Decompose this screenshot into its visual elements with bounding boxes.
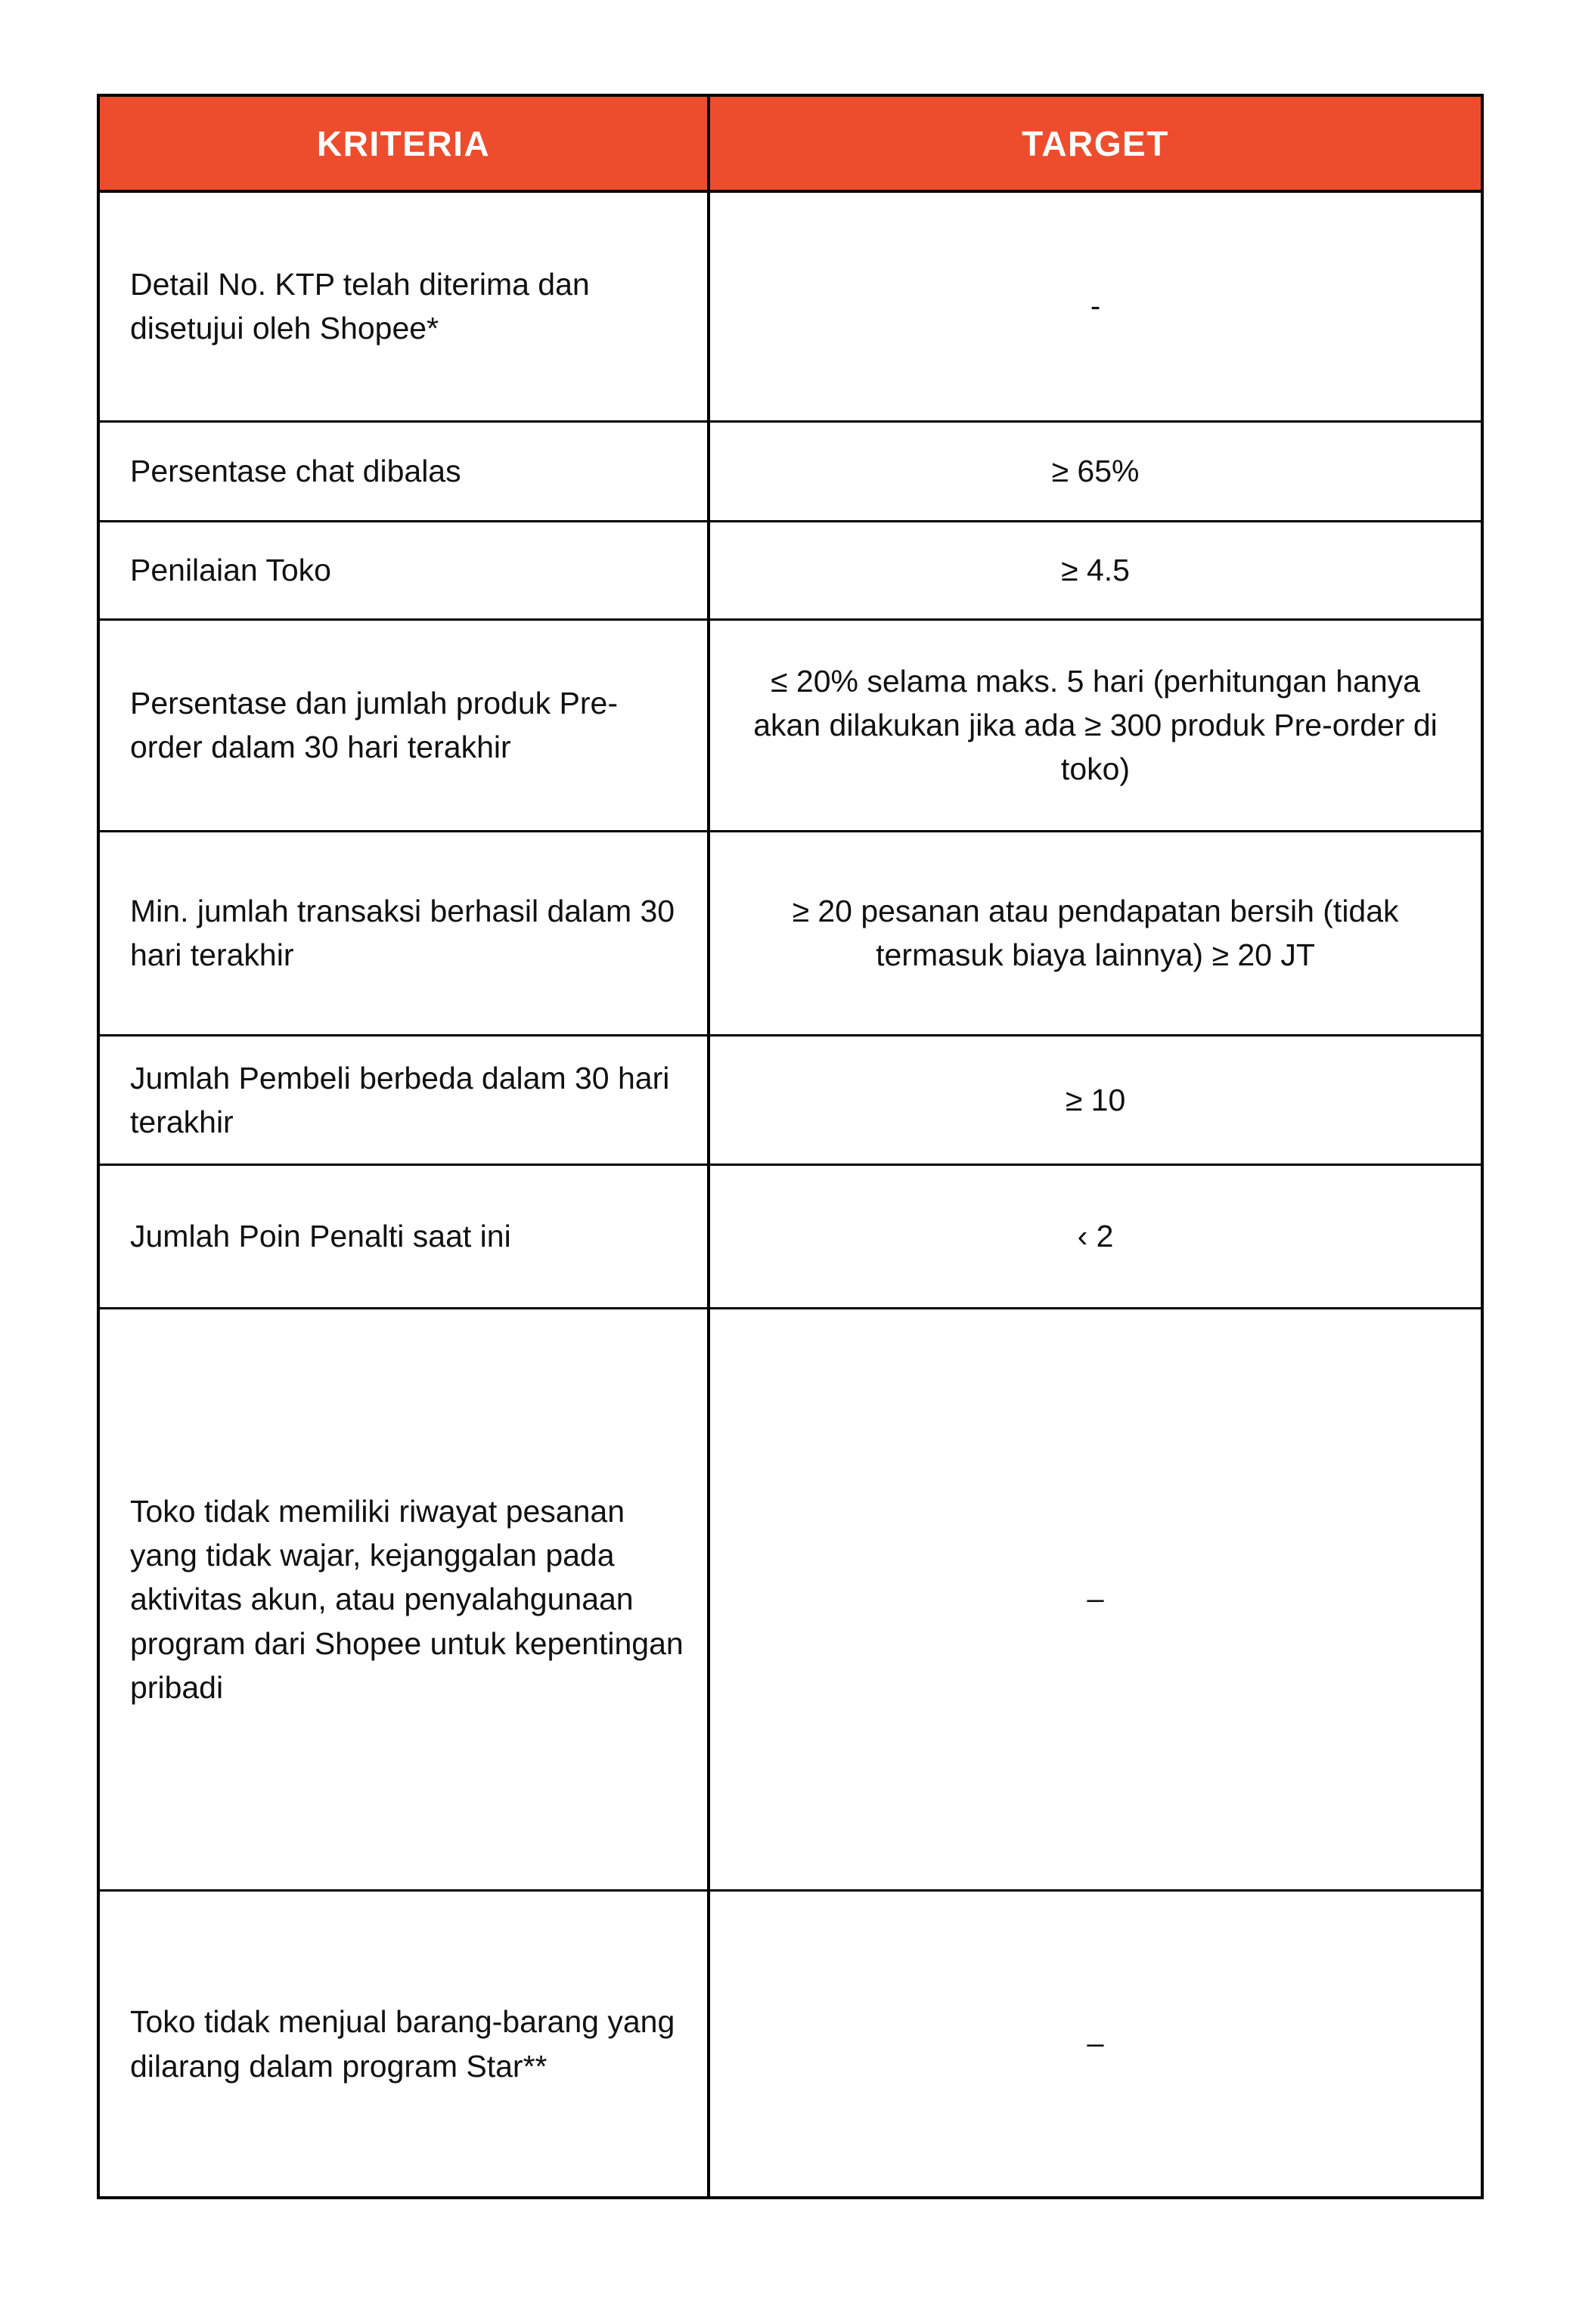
cell-kriteria: Jumlah Poin Penalti saat ini — [98, 1164, 709, 1308]
criteria-target-table — [97, 94, 1484, 2199]
cell-kriteria: Toko tidak memiliki riwayat pesanan yang tidak wajar, kejanggalan pada aktivitas akun, atau penyalahgunaan program dari Shopee untuk kepentingan pribadi — [98, 1308, 709, 1890]
cell-kriteria: Persentase dan jumlah produk Pre-order dalam 30 hari terakhir — [98, 619, 709, 831]
cell-target: ≥ 65% — [709, 421, 1482, 521]
table-row — [98, 831, 1482, 1035]
column-header-target: TARGET — [709, 95, 1482, 191]
table-row — [98, 1890, 1482, 2198]
table-body — [98, 191, 1482, 2198]
table-row — [98, 1035, 1482, 1164]
table-row — [98, 191, 1482, 421]
cell-kriteria: Persentase chat dibalas — [98, 421, 709, 521]
table-row — [98, 1308, 1482, 1890]
cell-target: ‹ 2 — [709, 1164, 1482, 1308]
cell-kriteria: Min. jumlah transaksi berhasil dalam 30 hari terakhir — [98, 831, 709, 1035]
cell-kriteria: Jumlah Pembeli berbeda dalam 30 hari terakhir — [98, 1035, 709, 1164]
table-header — [98, 95, 1482, 191]
column-header-kriteria: KRITERIA — [98, 95, 709, 191]
cell-kriteria: Detail No. KTP telah diterima dan disetujui oleh Shopee* — [98, 191, 709, 421]
cell-kriteria: Penilaian Toko — [98, 521, 709, 619]
cell-target: ≥ 20 pesanan atau pendapatan bersih (tidak termasuk biaya lainnya) ≥ 20 JT — [709, 831, 1482, 1035]
table-header-row — [98, 95, 1482, 191]
cell-kriteria: Toko tidak menjual barang-barang yang dilarang dalam program Star** — [98, 1890, 709, 2198]
cell-target: – — [709, 1308, 1482, 1890]
cell-target: - — [709, 191, 1482, 421]
table-row — [98, 521, 1482, 619]
cell-target: ≤ 20% selama maks. 5 hari (perhitungan hanya akan dilakukan jika ada ≥ 300 produk Pre-order di toko) — [709, 619, 1482, 831]
cell-target: – — [709, 1890, 1482, 2198]
cell-target: ≥ 10 — [709, 1035, 1482, 1164]
table-row — [98, 421, 1482, 521]
table-row — [98, 1164, 1482, 1308]
table-row — [98, 619, 1482, 831]
cell-target: ≥ 4.5 — [709, 521, 1482, 619]
